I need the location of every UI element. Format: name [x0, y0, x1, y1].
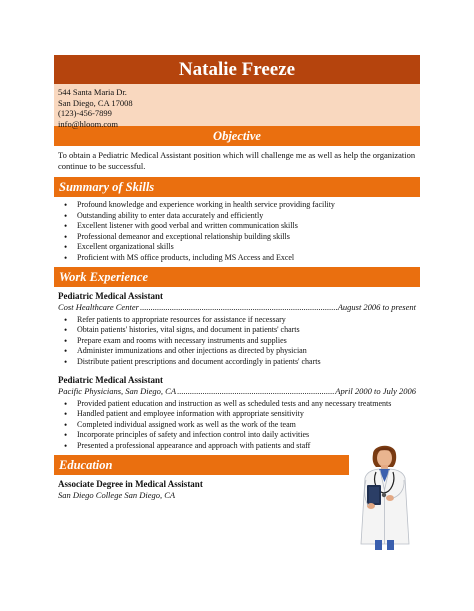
email: info@hloom.com — [58, 118, 119, 129]
candidate-name: Natalie Freeze — [178, 59, 296, 80]
address-line-2: San Diego, CA 17008 — [58, 97, 133, 108]
dot-leader — [140, 302, 337, 313]
objective-text: To obtain a Pediatric Medical Assistant position which will challenge me as well as help the organization continue to be successful. — [58, 150, 416, 171]
duty-item: • Incorporate principles of safety and infection control into daily activities — [58, 430, 416, 441]
duty-item: • Provided patient education and instruction as well as scheduled tests and any necessary treatments — [58, 399, 416, 410]
skill-item: • Professional demeanor and exceptional relationship building skills — [58, 232, 416, 243]
objective-heading: Objective — [54, 126, 420, 146]
job-dates: August 2006 to present — [337, 302, 416, 312]
contact-block — [54, 84, 420, 129]
address-line-1: 544 Santa Maria Dr. — [58, 87, 127, 97]
job-employer: Cost Healthcare Center — [58, 302, 139, 312]
skill-item: • Excellent listener with good verbal and written communication skills — [58, 221, 416, 232]
duty-item: • Prepare exam and rooms with necessary instruments and supplies — [58, 336, 416, 347]
education-school: San Diego College San Diego, CA — [58, 490, 176, 500]
duty-item: • Administer immunizations and other injections as directed by physician — [58, 346, 416, 357]
experience-heading: Work Experience — [54, 267, 420, 287]
resume-page — [54, 55, 420, 501]
phone: (123)-456-7899 — [58, 108, 112, 118]
name-header — [54, 55, 420, 84]
duty-item: • Presented a professional appearance and approach with patients and staff — [58, 441, 416, 452]
dot-leader — [177, 386, 334, 397]
duty-item: • Completed individual assigned work as well as the work of the team — [58, 420, 416, 431]
duty-item: • Distribute patient prescriptions and document accordingly in patients' charts — [58, 357, 416, 368]
job-title: Pediatric Medical Assistant — [58, 291, 163, 301]
skill-item: • Outstanding ability to enter data accurately and efficiently — [58, 211, 416, 222]
skill-item: • Excellent organizational skills — [58, 242, 416, 253]
job-entry — [54, 287, 420, 371]
job-employer-line — [58, 386, 416, 397]
duty-item: • Obtain patients' histories, vital signs, and document in patients' charts — [58, 325, 416, 336]
education-heading: Education — [54, 455, 420, 475]
duty-item: • Handled patient and employee information with appropriate sensitivity — [58, 409, 416, 420]
duty-item: • Refer patients to appropriate resources for assistance if necessary — [58, 315, 416, 326]
skill-item: • Profound knowledge and experience working in health service providing facility — [58, 200, 416, 211]
skill-item: • Proficient with MS office products, including MS Access and Excel — [58, 253, 416, 264]
job-title: Pediatric Medical Assistant — [58, 375, 163, 385]
job-employer: Pacific Physicians, San Diego, CA — [58, 386, 177, 396]
education-degree: Associate Degree in Medical Assistant — [58, 479, 203, 489]
doctor-illustration — [349, 440, 421, 552]
job-duties — [58, 313, 416, 372]
skills-heading: Summary of Skills — [54, 177, 420, 197]
job-employer-line — [58, 302, 416, 313]
job-dates: April 2000 to July 2006 — [335, 386, 416, 396]
skills-list — [54, 197, 420, 267]
